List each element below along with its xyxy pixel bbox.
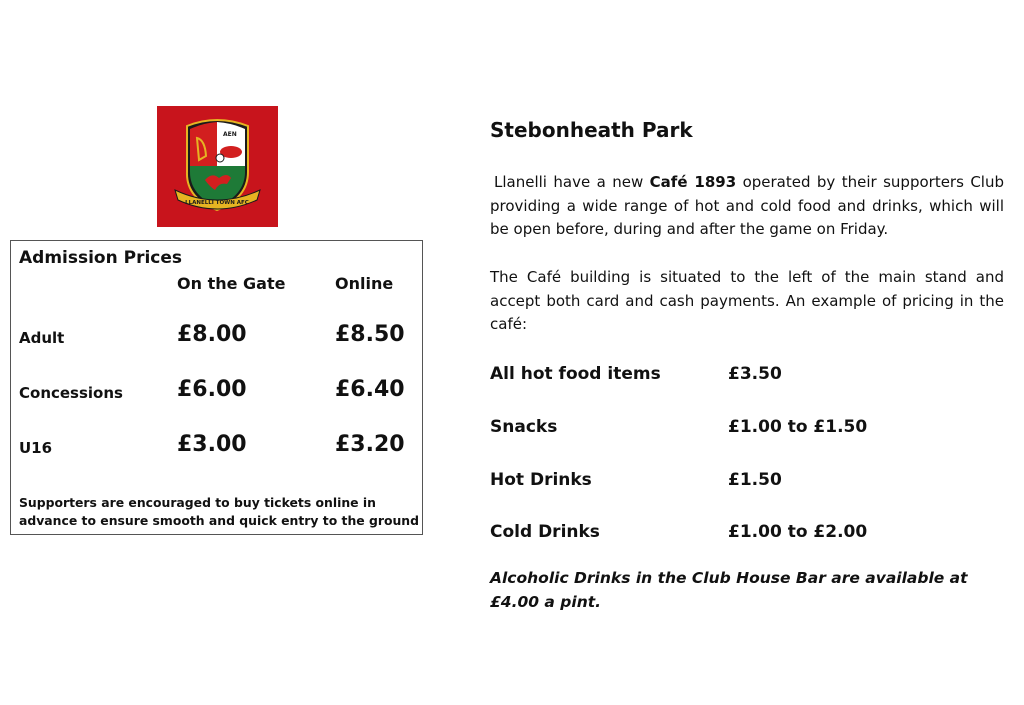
admission-prices-box bbox=[10, 240, 423, 535]
price-concessions-online: £6.40 bbox=[335, 377, 405, 402]
cafe-location: The Café building is situated to the left of the main stand and accept both card and cash payments. An example of pricing in the café: bbox=[490, 268, 1004, 333]
menu-price-snacks: £1.00 to £1.50 bbox=[728, 417, 868, 437]
menu-item-hot-food: All hot food items bbox=[490, 364, 661, 384]
crest-shield-text: AEN bbox=[223, 131, 237, 138]
cafe-intro-before: Llanelli have a new bbox=[494, 173, 650, 191]
cafe-name: Café 1893 bbox=[649, 173, 737, 191]
column-header-online: Online bbox=[335, 274, 394, 293]
admission-note: Supporters are encouraged to buy tickets online in advance to ensure smooth and quick entry to the ground bbox=[19, 495, 419, 528]
cafe-intro bbox=[490, 171, 1004, 242]
club-crest-icon bbox=[157, 106, 278, 227]
cafe-intro-after: operated by their supporters Club providing a wide range of hot and cold food and drinks, which will be open before, during and after the game on Friday. bbox=[490, 173, 1005, 238]
row-label-concessions: Concessions bbox=[19, 384, 123, 402]
menu-price-hot-drinks: £1.50 bbox=[728, 470, 782, 490]
menu-item-snacks: Snacks bbox=[490, 417, 558, 437]
menu-item-hot-drinks: Hot Drinks bbox=[490, 470, 592, 490]
price-u16-gate: £3.00 bbox=[177, 432, 247, 457]
price-concessions-gate: £6.00 bbox=[177, 377, 247, 402]
crest-banner-text: LLANELLI TOWN AFC bbox=[185, 200, 249, 206]
row-label-u16: U16 bbox=[19, 439, 53, 457]
admission-title: Admission Prices bbox=[19, 248, 183, 268]
club-logo bbox=[157, 106, 278, 227]
price-u16-online: £3.20 bbox=[335, 432, 405, 457]
price-adult-online: £8.50 bbox=[335, 322, 405, 347]
menu-price-hot-food: £3.50 bbox=[728, 364, 782, 384]
column-header-gate: On the Gate bbox=[177, 274, 286, 293]
alcohol-note: Alcoholic Drinks in the Club House Bar are available at £4.00 a pint. bbox=[490, 569, 968, 611]
menu-price-cold-drinks: £1.00 to £2.00 bbox=[728, 522, 868, 542]
price-adult-gate: £8.00 bbox=[177, 322, 247, 347]
cafe-title: Stebonheath Park bbox=[490, 118, 693, 142]
row-label-adult: Adult bbox=[19, 329, 65, 347]
menu-item-cold-drinks: Cold Drinks bbox=[490, 522, 600, 542]
